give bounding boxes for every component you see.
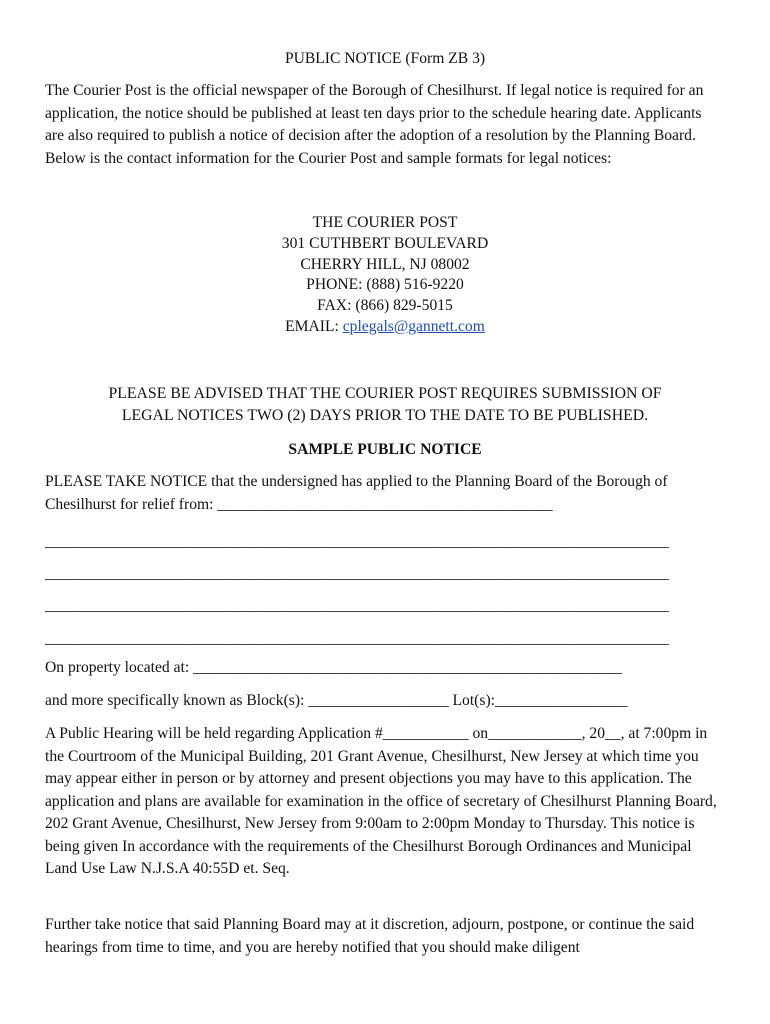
contact-phone: PHONE: (888) 516-9220: [306, 276, 464, 294]
relief-blank-line-1[interactable]: ________________________________________________________________________________: [45, 533, 669, 550]
sample-notice-heading: SAMPLE PUBLIC NOTICE: [288, 441, 482, 458]
relief-notice-paragraph: PLEASE TAKE NOTICE that the undersigned has applied to the Planning Board of the Borough of Chesilhurst for relief from: ___________________________________________: [45, 473, 668, 513]
advisory-line-1: PLEASE BE ADVISED THAT THE COURIER POST REQUIRES SUBMISSION OF: [108, 385, 662, 402]
page-title: PUBLIC NOTICE (Form ZB 3): [284, 50, 486, 67]
relief-blank-line-2[interactable]: ________________________________________________________________________________: [45, 565, 669, 582]
contact-block: [45, 213, 725, 338]
hearing-paragraph: A Public Hearing will be held regarding Application #___________ on____________, 20__, at 7:00pm in the Courtroom of the Municipal Building, 201 Grant Avenue, Chesilhurst, New Jersey at which time you may appear either in person or by attorney and present objections you may have to this application. The application and plans are available for examination in the office of secretary of Chesilhurst Planning Board, 202 Grant Avenue, Chesilhurst, New Jersey from 9:00am to 2:00pm Monday to Thursday. This notice is being given In accordance with the requirements of the Chesilhurst Borough Ordinances and Municipal Land Use Law N.J.S.A 40:55D et. Seq.: [45, 725, 717, 877]
contact-fax: FAX: (866) 829-5015: [317, 297, 453, 315]
contact-email-link[interactable]: cplegals@gannett.com: [342, 317, 485, 335]
property-location-line[interactable]: On property located at: _______________________________________________________: [45, 659, 622, 676]
contact-name: THE COURIER POST: [312, 214, 458, 231]
contact-email-label: EMAIL:: [285, 317, 343, 335]
contact-email-row: [45, 317, 725, 338]
block-lot-line[interactable]: and more specifically known as Block(s): __________________ Lot(s):_________________: [45, 692, 628, 709]
relief-blank-line-4[interactable]: ________________________________________________________________________________: [45, 630, 669, 647]
relief-blank-line-3[interactable]: ________________________________________________________________________________: [45, 597, 669, 614]
intro-paragraph: The Courier Post is the official newspaper of the Borough of Chesilhurst. If legal notice is required for an application, the notice should be published at least ten days prior to the schedule hearing date. Applicants are also required to publish a notice of decision after the adoption of a resolution by the Planning Board. Below is the contact information for the Courier Post and sample formats for legal notices:: [45, 82, 704, 167]
submission-advisory: [45, 383, 725, 427]
contact-address-street: 301 CUTHBERT BOULEVARD: [281, 234, 489, 252]
further-notice-paragraph: Further take notice that said Planning Board may at it discretion, adjourn, postpone, or continue the said hearings from time to time, and you are hereby notified that you should make diligent: [45, 916, 695, 956]
advisory-line-2: LEGAL NOTICES TWO (2) DAYS PRIOR TO THE DATE TO BE PUBLISHED.: [121, 407, 649, 424]
contact-address-city: CHERRY HILL, NJ 08002: [300, 255, 470, 273]
